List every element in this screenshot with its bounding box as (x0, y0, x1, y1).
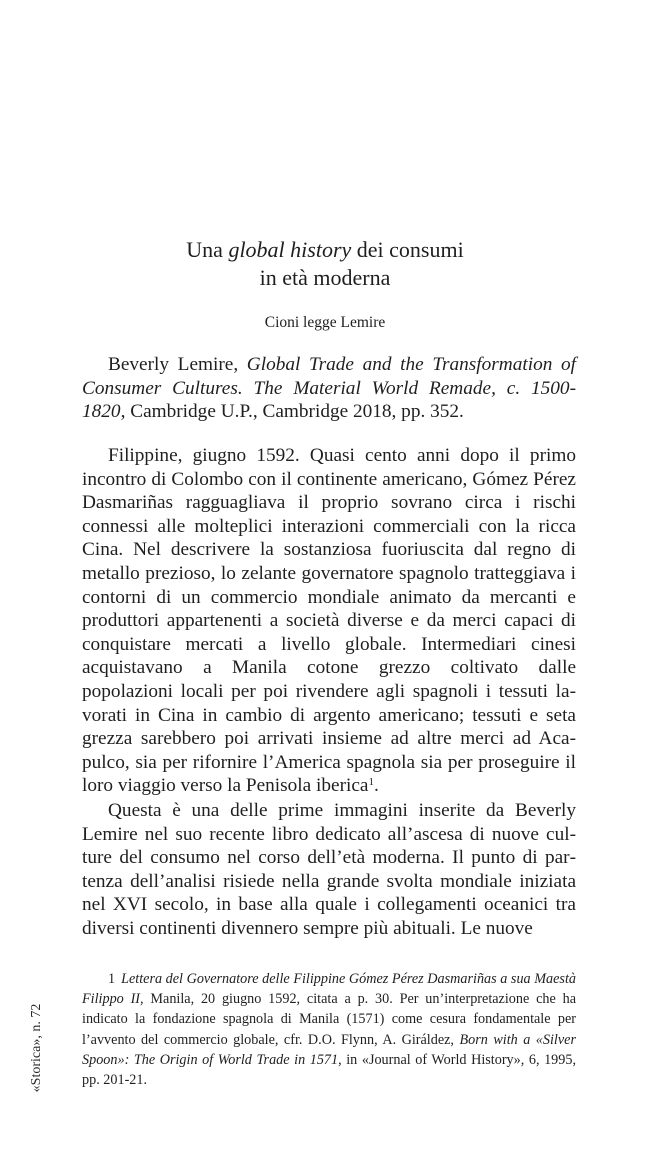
paragraph-2 (82, 799, 576, 941)
paragraph-1-end: . (373, 775, 379, 797)
reference-author: Beverly Lemire, (108, 354, 239, 375)
footnote-italic-1: Lettera del Governatore delle Filippine Gómez Pérez Dasmariñas a sua Maestà Filippo II (82, 971, 576, 1008)
article-subtitle: Cioni legge Lemire (264, 314, 386, 331)
title-text: Una (186, 237, 229, 262)
journal-issue-label: «Storica», n. 72 (29, 1003, 44, 1093)
footnote-text-2: , in «Journal of World History», 6, 1995, pp. 201-21. (82, 1051, 576, 1089)
footnote-text-1: , Manila, 20 giugno 1592, citata a p. 30. Per un’interpretazione che ha indicato la fondazione spagnola di Manila (1571) come cesura fondamentale per l’avvento del commercio globale, cfr. D.O. Flynn, A. Giráldez, (82, 991, 576, 1048)
article-title (0, 236, 650, 292)
paragraph-1 (82, 444, 576, 798)
title-text-end: dei consumi (351, 237, 464, 262)
title-italic-text: global history (228, 237, 352, 262)
footnote-1 (82, 969, 576, 1090)
footnote-reference[interactable]: 1 (368, 776, 374, 789)
footnote-number: 1 (108, 971, 116, 987)
footnote-italic-2: Born with a «Silver Spoon»: The Origin of World Trade in 1571 (82, 1031, 576, 1068)
reference-book-title: Global Trade and the Transformation of Consumer Cultures. The Material World Remade, c. 1500-1820 (82, 354, 576, 423)
article-title-line-2: in età moderna (259, 265, 391, 290)
paragraph-2-text: Questa è una delle prime immagini inserite da Beverly Lemire nel suo recente libro dedicato all’ascesa di nuove culture del consumo nel corso dell’età moderna. Il punto di partenza dell’analisi risiede nella grande svolta mondiale iniziata nel XVI secolo, in base alla quale i collegamenti oceanici tra diversi continenti divennero sempre più abituali. Le nuove (82, 800, 576, 939)
book-reference (82, 353, 576, 424)
reference-publisher: , Cambridge U.P., Cambridge 2018, pp. 352. (120, 401, 464, 423)
article-title-line-1 (0, 236, 650, 264)
paragraph-1-text: Filippine, giugno 1592. Quasi cento anni dopo il primo incontro di Colombo con il continente americano, Gómez Pérez Dasmariñas ragguagliava il proprio sovrano circa i rischi connessi alle molteplici interazioni commerciali con la ricca Cina. Nel descrivere la sostanziosa fuoriuscita dal regno di metallo prezioso, lo zelante governatore spagnolo tratteggiava i contorni di un commercio mondiale animato da mercanti e produttori appartenenti a società diverse e da merci capaci di conquistare mercati a livello globale. Intermediari cinesi acquistavano a Manila cotone grezzo coltivato dalle popolazioni locali per poi rivendere agli spagnoli i tessuti lavorati in Cina in cambio di argento americano; tessuti e seta grezza sarebbero poi arrivati insieme ad altre merci ad Acapulco, sia per rifornire l’America spagnola sia per proseguire il loro viaggio verso la Penisola iberica (82, 445, 576, 797)
